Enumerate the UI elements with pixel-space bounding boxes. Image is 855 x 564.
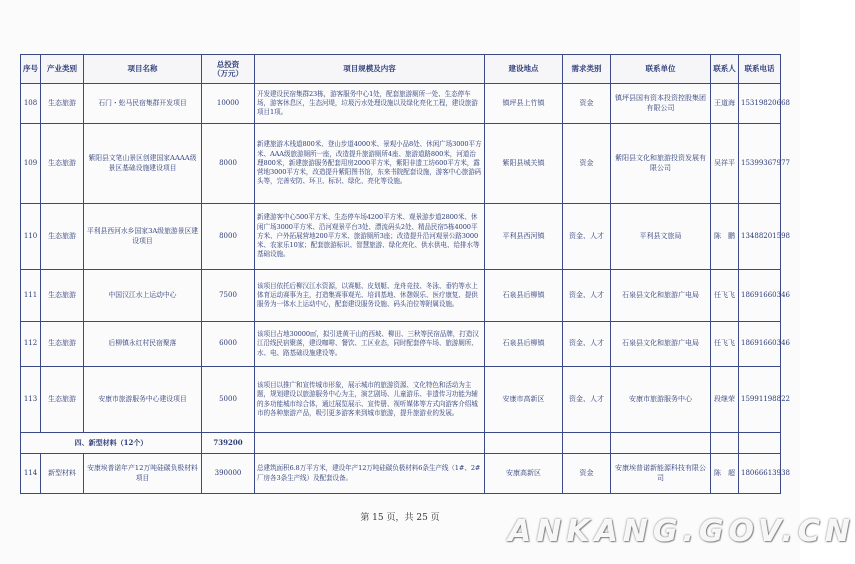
page-number: 第 15 页，共 25 页 (360, 513, 440, 523)
row-phone: 15319820668 (739, 84, 781, 124)
section-label: 四、新型材料（12个） (21, 433, 202, 454)
row-no: 114 (21, 454, 41, 494)
header-phone: 联系电话 (739, 55, 781, 84)
row-name: 平利县西河水乡国家3A级旅游景区建设项目 (84, 204, 202, 270)
row-location: 平利县西河镇 (485, 204, 563, 270)
row-contact: 陈 超 (711, 454, 739, 494)
row-description: 总建筑面积6.8万平方米，建设年产12万吨硅碳负极材料6条生产线（1#、2#厂房各3条生产线）及配套设备。 (255, 454, 485, 494)
header-category: 产业类别 (41, 55, 84, 84)
row-contact: 任飞飞 (711, 270, 739, 322)
row-location: 镇坪县上竹镇 (485, 84, 563, 124)
row-demand: 资金、人才 (563, 367, 611, 433)
header-name: 项目名称 (84, 55, 202, 84)
row-name: 紫阳县文笔山景区创建国家AAAA级景区基础设施建设项目 (84, 124, 202, 204)
header-no: 序号 (21, 55, 41, 84)
row-unit: 安康埃普诺新能源科技有限公司 (611, 454, 711, 494)
row-location: 安康市高新区 (485, 367, 563, 433)
row-contact: 任飞飞 (711, 322, 739, 367)
row-description: 该项目依托后柳汉江水资源，以赛艇、皮划艇、龙舟竞技、冬泳、垂钓等水上体育运动赛事为主，打造集赛事观光、培训基地、休憩娱乐、医疗康复、提供服务为一体水上运动中心，配套建设服务设施、码头泊位等附属设施。 (255, 270, 485, 322)
header-location: 建设地点 (485, 55, 563, 84)
row-no: 113 (21, 367, 41, 433)
row-unit: 镇坪县国有资本投资控股集团有限公司 (611, 84, 711, 124)
row-category: 新型材料 (41, 454, 84, 494)
header-unit: 联系单位 (611, 55, 711, 84)
header-description: 项目规模及内容 (255, 55, 485, 84)
row-category: 生态旅游 (41, 124, 84, 204)
row-no: 111 (21, 270, 41, 322)
row-unit: 安康市旅游服务中心 (611, 367, 711, 433)
section-row (21, 433, 781, 454)
row-description: 该项目占地30000㎡，拟引进黄干山的西坡、柳田、三秋等民宿品牌，打造汉江沿线民宿聚落，建设咖啡、餐饮、工区业态，同时配套停车场、旅游厕所、水、电、路基础设施建设等。 (255, 322, 485, 367)
table-row (21, 124, 781, 204)
row-investment: 5000 (202, 367, 255, 433)
table-row (21, 270, 781, 322)
row-unit: 石泉县文化和旅游广电局 (611, 322, 711, 367)
row-demand: 资金 (563, 84, 611, 124)
row-demand: 资金 (563, 124, 611, 204)
row-category: 生态旅游 (41, 367, 84, 433)
row-category: 生态旅游 (41, 84, 84, 124)
row-category: 生态旅游 (41, 204, 84, 270)
row-no: 112 (21, 322, 41, 367)
table-row (21, 322, 781, 367)
table-row (21, 454, 781, 494)
row-contact: 王道海 (711, 84, 739, 124)
row-phone: 18691660346 (739, 322, 781, 367)
row-investment: 10000 (202, 84, 255, 124)
row-phone: 18066613938 (739, 454, 781, 494)
row-phone: 18691660346 (739, 270, 781, 322)
row-phone: 15399367977 (739, 124, 781, 204)
row-phone: 13488201598 (739, 204, 781, 270)
header-contact: 联系人 (711, 55, 739, 84)
row-demand: 资金、人才 (563, 270, 611, 322)
row-location: 石泉县后柳镇 (485, 322, 563, 367)
table-row (21, 367, 781, 433)
row-investment: 8000 (202, 204, 255, 270)
row-description: 开发建设民宿集群23栋，游客服务中心1处，配套旅游厕所一处、生态停车场，游客休息区，生态河堤，垃圾污水处理设施以及绿化亮化工程，建设旅游项目1项。 (255, 84, 485, 124)
table-header-row (21, 55, 781, 84)
row-name: 石门・蚣马民宿集群开发项目 (84, 84, 202, 124)
row-location: 石泉县后柳镇 (485, 270, 563, 322)
row-unit: 石泉县文化和旅游广电局 (611, 270, 711, 322)
row-name: 安康埃普诺年产12万吨硅碳负极材料项目 (84, 454, 202, 494)
row-contact: 陈 鹏 (711, 204, 739, 270)
row-no: 109 (21, 124, 41, 204)
row-name: 后柳镇永红村民宿聚落 (84, 322, 202, 367)
row-no: 108 (21, 84, 41, 124)
row-demand: 资金、人才 (563, 204, 611, 270)
table-row (21, 204, 781, 270)
row-unit: 平利县文旅局 (611, 204, 711, 270)
row-unit: 紫阳县文化和旅游投资发展有限公司 (611, 124, 711, 204)
row-investment: 390000 (202, 454, 255, 494)
section-total: 739200 (202, 433, 255, 454)
row-name: 中国汉江水上运动中心 (84, 270, 202, 322)
row-investment: 6000 (202, 322, 255, 367)
row-no: 110 (21, 204, 41, 270)
row-location: 紫阳县城关镇 (485, 124, 563, 204)
row-category: 生态旅游 (41, 322, 84, 367)
row-demand: 资金、人才 (563, 322, 611, 367)
row-location: 安康高新区 (485, 454, 563, 494)
site-watermark: ANKANG.GOV.CN (508, 514, 855, 549)
project-table (20, 54, 790, 494)
row-name: 安康市旅游服务中心建设项目 (84, 367, 202, 433)
header-demand: 需求类别 (563, 55, 611, 84)
table-row (21, 84, 781, 124)
row-description: 新建游客中心500平方米、生态停车场4200平方米、观景游步道2800米、休闲广场3000平方米、沿河观景平台3处、漂流码头2处、精品民宿5栋4000平方米、户外拓展营地200平方米、旅游厕所3座；改造提升沿河观景公路3000米、农家乐10家；配套旅游标识、智慧旅游、绿化亮化、供水供电、给排水等基础设施。 (255, 204, 485, 270)
row-category: 生态旅游 (41, 270, 84, 322)
row-demand: 资金 (563, 454, 611, 494)
row-description: 新建旅游木栈道800米、登山步道4000米、景观小品8处、休闲广场3000平方米、AAA级旅游厕所一座，改造提升旅游厕所4座、旅游道路800米，河道治理800米，新建旅游服务配套用房2000平方米，紫阳非遗工坊600平方米，露营地3000平方米，改造提升紫阳图书馆，东来书院配套设施，游客中心旅游码头等，完善安防、环卫、标识、绿化、亮化等设施。 (255, 124, 485, 204)
row-contact: 吴祥平 (711, 124, 739, 204)
row-investment: 8000 (202, 124, 255, 204)
row-investment: 7500 (202, 270, 255, 322)
header-investment: 总投资 （万元） (202, 55, 255, 84)
row-description: 该项目以推广和宣传城市形象，展示城市的旅游资源、文化特色和活动为主题，规划建设以旅游服务中心为主，演艺剧场、儿童游乐、非遗传习功能为辅的多功能城市综合体，通过展览展示、宣传册、视听媒体等方式向游客介绍城市的各种旅游产品，吸引更多游客来到城市旅游，提升旅游业的发展。 (255, 367, 485, 433)
row-phone: 15991198822 (739, 367, 781, 433)
row-contact: 段继荣 (711, 367, 739, 433)
